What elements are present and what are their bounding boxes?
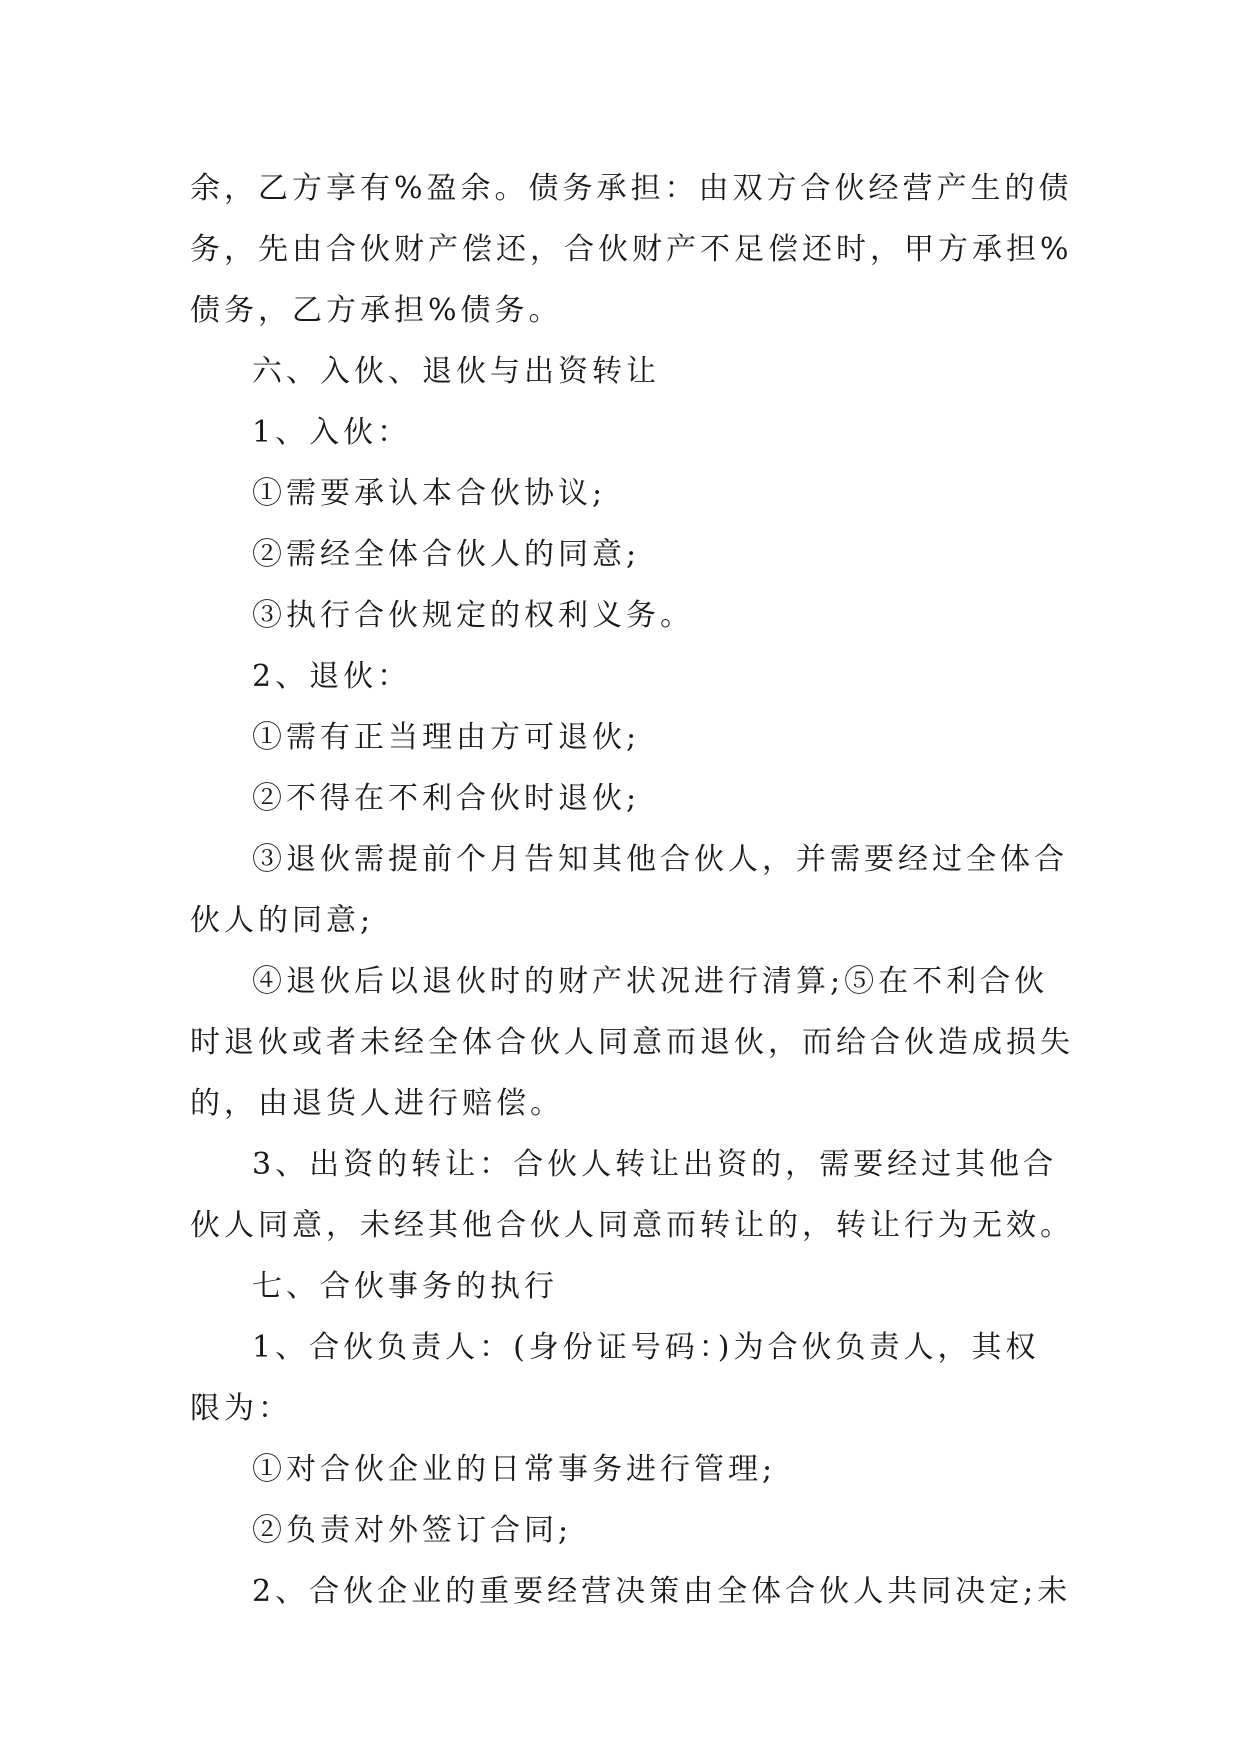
subsection-heading: 1、入伙： — [252, 415, 412, 450]
text-line: 时退伙或者未经全体合伙人同意而退伙，而给合伙造成损失 — [190, 1025, 1074, 1060]
subsection-paragraph: 1、合伙负责人：(身份证号码：)为合伙负责人，其权 — [252, 1330, 1040, 1365]
subsection-heading: 2、退伙： — [252, 659, 412, 694]
list-item: ①需要承认本合伙协议; — [252, 476, 607, 511]
subsection-paragraph: 3、出资的转让：合伙人转让出资的，需要经过其他合 — [252, 1147, 1058, 1182]
text-line: 伙人的同意; — [190, 903, 375, 938]
text-line: 伙人同意，未经其他合伙人同意而转让的，转让行为无效。 — [190, 1208, 1074, 1243]
list-item: ④退伙后以退伙时的财产状况进行清算;⑤在不利合伙 — [252, 964, 1049, 999]
section-heading: 七、合伙事务的执行 — [252, 1269, 558, 1304]
list-item: ②需经全体合伙人的同意; — [252, 537, 641, 572]
subsection-paragraph: 2、合伙企业的重要经营决策由全体合伙人共同决定;未 — [252, 1574, 1072, 1609]
section-heading: 六、入伙、退伙与出资转让 — [252, 354, 660, 389]
list-item: ③退伙需提前个月告知其他合伙人，并需要经过全体合 — [252, 842, 1068, 877]
list-item: ①需有正当理由方可退伙; — [252, 720, 641, 755]
text-line: 务，先由合伙财产偿还，合伙财产不足偿还时，甲方承担% — [190, 232, 1073, 267]
text-line: 限为： — [190, 1391, 292, 1426]
list-item: ①对合伙企业的日常事务进行管理; — [252, 1452, 777, 1487]
text-line: 债务，乙方承担%债务。 — [190, 293, 563, 328]
text-line: 余，乙方享有%盈余。债务承担：由双方合伙经营产生的债 — [190, 171, 1073, 206]
list-item: ③执行合伙规定的权利义务。 — [252, 598, 694, 633]
list-item: ②负责对外签订合同; — [252, 1513, 573, 1548]
text-line: 的，由退货人进行赔偿。 — [190, 1086, 564, 1121]
document-body — [190, 158, 1074, 1622]
list-item: ②不得在不利合伙时退伙; — [252, 781, 641, 816]
